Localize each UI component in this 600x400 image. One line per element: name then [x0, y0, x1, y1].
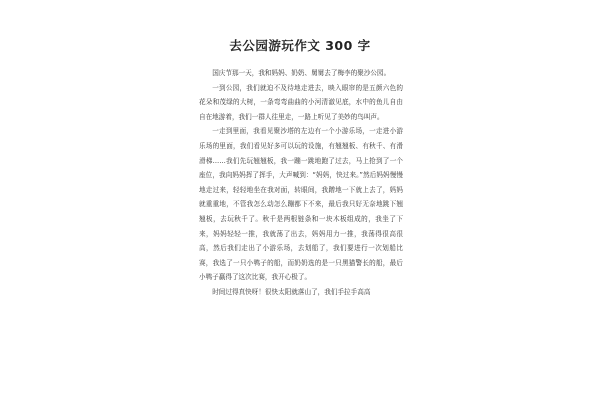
- document-title: 去公园游玩作文 300 字: [229, 38, 371, 53]
- paragraph-2: 一到公园，我们就迫不及待地走进去，映入眼帘的是五颜六色的花朵和茂绿的大树，一条弯弯曲曲的小河清澈见底，水中的鱼儿自由自在地游着，我们一群人往里走，一路上听见了美妙的鸟叫声。: [199, 83, 403, 121]
- paragraph-4: 时间过得真快呀！很快太阳就落山了，我们手拉手高高: [212, 287, 371, 296]
- paragraph-1: 国庆节那一天，我和妈妈、奶奶、舅舅去了梅李的聚沙公园。: [212, 69, 391, 77]
- paragraph-3: 一走到里面，我看见聚沙塔的左边有一个小游乐场，一走进小游乐场的里面，我们看见好多可以玩的设施，有翘翘板、有秋千、有滑滑梯……我们先玩翘翘板，我一蹦一跳地跑了过去，马上抢到了一个座位，我向妈妈挥了挥手，大声喊到：“妈妈，快过来。”然后妈妈慢慢地走过来，轻轻地坐在我对面，转眼间，我蹭地一下就上去了，妈妈就重重地，不管我怎么动怎么蹦都下不来，最后我只好无奈地跳下翘翘板，去玩秋千了。秋千是两根链条和一块木板组成的，我坐了下来，妈妈轻轻一推，我就荡了出去，妈妈用力一推，我荡得很高很高，然后我们走出了小游乐场，去划船了，我们要进行一次划船比赛，我选了一只小鸭子的船，而奶奶选的是一只黑猫警长的船，最后小鸭子赢得了这次比赛，我开心极了。: [199, 127, 403, 282]
- document-body: [199, 66, 403, 300]
